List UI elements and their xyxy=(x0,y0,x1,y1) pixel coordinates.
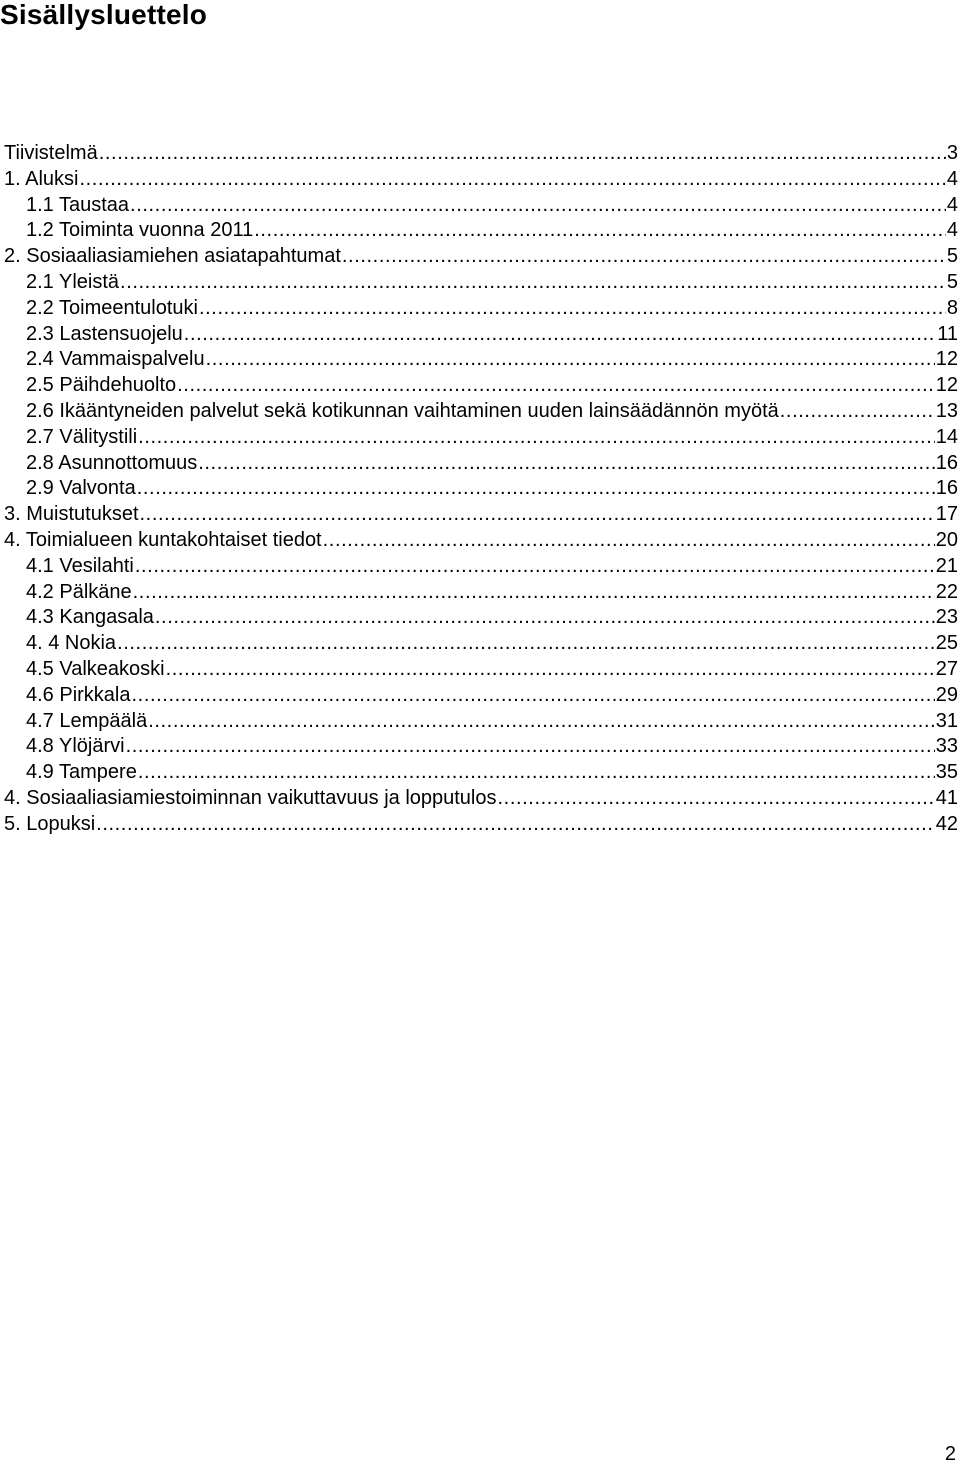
toc-entry[interactable] xyxy=(4,399,958,425)
toc-dot-leader xyxy=(184,322,936,348)
toc-entry[interactable] xyxy=(4,760,958,786)
toc-entry-page: 41 xyxy=(935,786,958,809)
toc-entry-label: 1.1 Taustaa xyxy=(26,193,130,216)
toc-dot-leader xyxy=(130,193,946,219)
toc-dot-leader xyxy=(138,760,935,786)
toc-entry[interactable] xyxy=(4,244,958,270)
toc-entry-page: 31 xyxy=(935,709,958,732)
toc-entry-page: 17 xyxy=(935,503,958,526)
toc-dot-leader xyxy=(117,631,935,657)
toc-entry[interactable] xyxy=(4,734,958,760)
toc-entry[interactable] xyxy=(4,786,958,812)
toc-entry-label: 3. Muistutukset xyxy=(4,503,139,526)
toc-entry-page: 16 xyxy=(935,477,958,500)
toc-dot-leader xyxy=(79,167,945,193)
toc-entry-page: 42 xyxy=(935,812,958,835)
toc-dot-leader xyxy=(780,399,935,425)
toc-dot-leader xyxy=(199,296,946,322)
toc-entry[interactable] xyxy=(4,425,958,451)
toc-entry-page: 27 xyxy=(935,657,958,680)
toc-entry-page: 35 xyxy=(935,761,958,784)
toc-dot-leader xyxy=(206,347,935,373)
toc-entry-page: 20 xyxy=(935,528,958,551)
toc-entry[interactable] xyxy=(4,554,958,580)
toc-entry-page: 33 xyxy=(935,735,958,758)
toc-entry[interactable] xyxy=(4,683,958,709)
toc-entry-label: 2.6 Ikääntyneiden palvelut sekä kotikunnan vaihtaminen uuden lainsäädännön myötä xyxy=(26,399,779,422)
toc-entry-label: 2.3 Lastensuojelu xyxy=(26,322,183,345)
toc-entry-label: 1.2 Toiminta vuonna 2011 xyxy=(26,219,254,242)
toc-entry-label: 2.1 Yleistä xyxy=(26,270,120,293)
toc-entry-label: 5. Lopuksi xyxy=(4,812,96,835)
toc-entry-label: 4. Sosiaaliasiamiestoiminnan vaikuttavuus ja lopputulos xyxy=(4,786,497,809)
toc-dot-leader xyxy=(177,373,935,399)
toc-entry-label: 4.9 Tampere xyxy=(26,761,137,784)
page-number: 2 xyxy=(944,1443,956,1465)
toc-entry-page: 21 xyxy=(935,554,958,577)
toc-dot-leader xyxy=(126,734,935,760)
toc-entry[interactable] xyxy=(4,657,958,683)
toc-entry[interactable] xyxy=(4,218,958,244)
toc-entry-label: 4.1 Vesilahti xyxy=(26,554,134,577)
toc-entry[interactable] xyxy=(4,322,958,348)
toc-dot-leader xyxy=(138,425,935,451)
toc-entry[interactable] xyxy=(4,812,958,838)
toc-entry[interactable] xyxy=(4,141,958,167)
toc-entry-label: 2.5 Päihdehuolto xyxy=(26,374,177,397)
toc-dot-leader xyxy=(323,528,935,554)
toc-dot-leader xyxy=(137,476,935,502)
toc-entry-page: 5 xyxy=(946,270,958,293)
toc-entry-page: 12 xyxy=(935,348,958,371)
toc-entry-label: 2.4 Vammaispalvelu xyxy=(26,348,205,371)
toc-dot-leader xyxy=(140,502,935,528)
toc-entry-label: 4.8 Ylöjärvi xyxy=(26,735,125,758)
toc-dot-leader xyxy=(148,709,935,735)
toc-entry-page: 4 xyxy=(946,193,958,216)
toc-entry[interactable] xyxy=(4,631,958,657)
toc-entry[interactable] xyxy=(4,502,958,528)
toc-entry[interactable] xyxy=(4,528,958,554)
toc-entry-label: 2. Sosiaaliasiamiehen asiatapahtumat xyxy=(4,245,341,268)
toc-dot-leader xyxy=(342,244,946,270)
toc-dot-leader xyxy=(133,580,935,606)
toc-entry-label: 2.9 Valvonta xyxy=(26,477,136,500)
toc-entry-label: 4. Toimialueen kuntakohtaiset tiedot xyxy=(4,528,322,551)
toc-entry-label: 4.3 Kangasala xyxy=(26,606,154,629)
toc-entry-page: 8 xyxy=(946,296,958,319)
toc-dot-leader xyxy=(498,786,935,812)
toc-dot-leader xyxy=(99,141,946,167)
toc-entry[interactable] xyxy=(4,193,958,219)
toc-dot-leader xyxy=(96,812,935,838)
toc-entry[interactable] xyxy=(4,270,958,296)
toc-entry[interactable] xyxy=(4,296,958,322)
toc-entry-page: 29 xyxy=(935,683,958,706)
toc-entry-page: 4 xyxy=(946,167,958,190)
toc-dot-leader xyxy=(135,554,935,580)
toc-entry[interactable] xyxy=(4,451,958,477)
toc-dot-leader xyxy=(132,683,935,709)
toc-entry-page: 12 xyxy=(935,374,958,397)
toc-entry-page: 5 xyxy=(946,245,958,268)
toc-entry-label: 4. 4 Nokia xyxy=(26,632,117,655)
toc-entry-label: 4.5 Valkeakoski xyxy=(26,657,165,680)
toc-entry-label: Tiivistelmä xyxy=(4,142,98,164)
toc-entry-label: 4.6 Pirkkala xyxy=(26,683,131,706)
toc-entry-label: 4.2 Pälkäne xyxy=(26,580,132,603)
toc-entry-label: 2.8 Asunnottomuus xyxy=(26,451,198,474)
toc-entry-page: 11 xyxy=(937,322,958,345)
toc-dot-leader xyxy=(254,218,946,244)
toc-entry[interactable] xyxy=(4,709,958,735)
toc-entry[interactable] xyxy=(4,373,958,399)
toc-entry-label: 2.2 Toimeentulotuki xyxy=(26,296,198,319)
page-title: Sisällysluettelo xyxy=(0,0,208,30)
toc-entry-label: 1. Aluksi xyxy=(4,167,79,190)
toc-entry[interactable] xyxy=(4,605,958,631)
toc-entry[interactable] xyxy=(4,167,958,193)
toc-dot-leader xyxy=(120,270,946,296)
toc-entry-page: 16 xyxy=(935,451,958,474)
toc-entry-page: 3 xyxy=(946,142,958,164)
table-of-contents xyxy=(4,141,958,838)
toc-entry-page: 14 xyxy=(935,425,958,448)
toc-entry[interactable] xyxy=(4,476,958,502)
toc-entry-label: 2.7 Välitystili xyxy=(26,425,138,448)
toc-dot-leader xyxy=(198,451,935,477)
toc-entry-page: 25 xyxy=(935,632,958,655)
toc-dot-leader xyxy=(155,605,935,631)
toc-entry-page: 22 xyxy=(935,580,958,603)
toc-entry-page: 4 xyxy=(946,219,958,242)
toc-entry-page: 23 xyxy=(935,606,958,629)
toc-entry-page: 13 xyxy=(935,399,958,422)
toc-dot-leader xyxy=(166,657,935,683)
toc-entry[interactable] xyxy=(4,580,958,606)
toc-entry-label: 4.7 Lempäälä xyxy=(26,709,148,732)
toc-entry[interactable] xyxy=(4,347,958,373)
